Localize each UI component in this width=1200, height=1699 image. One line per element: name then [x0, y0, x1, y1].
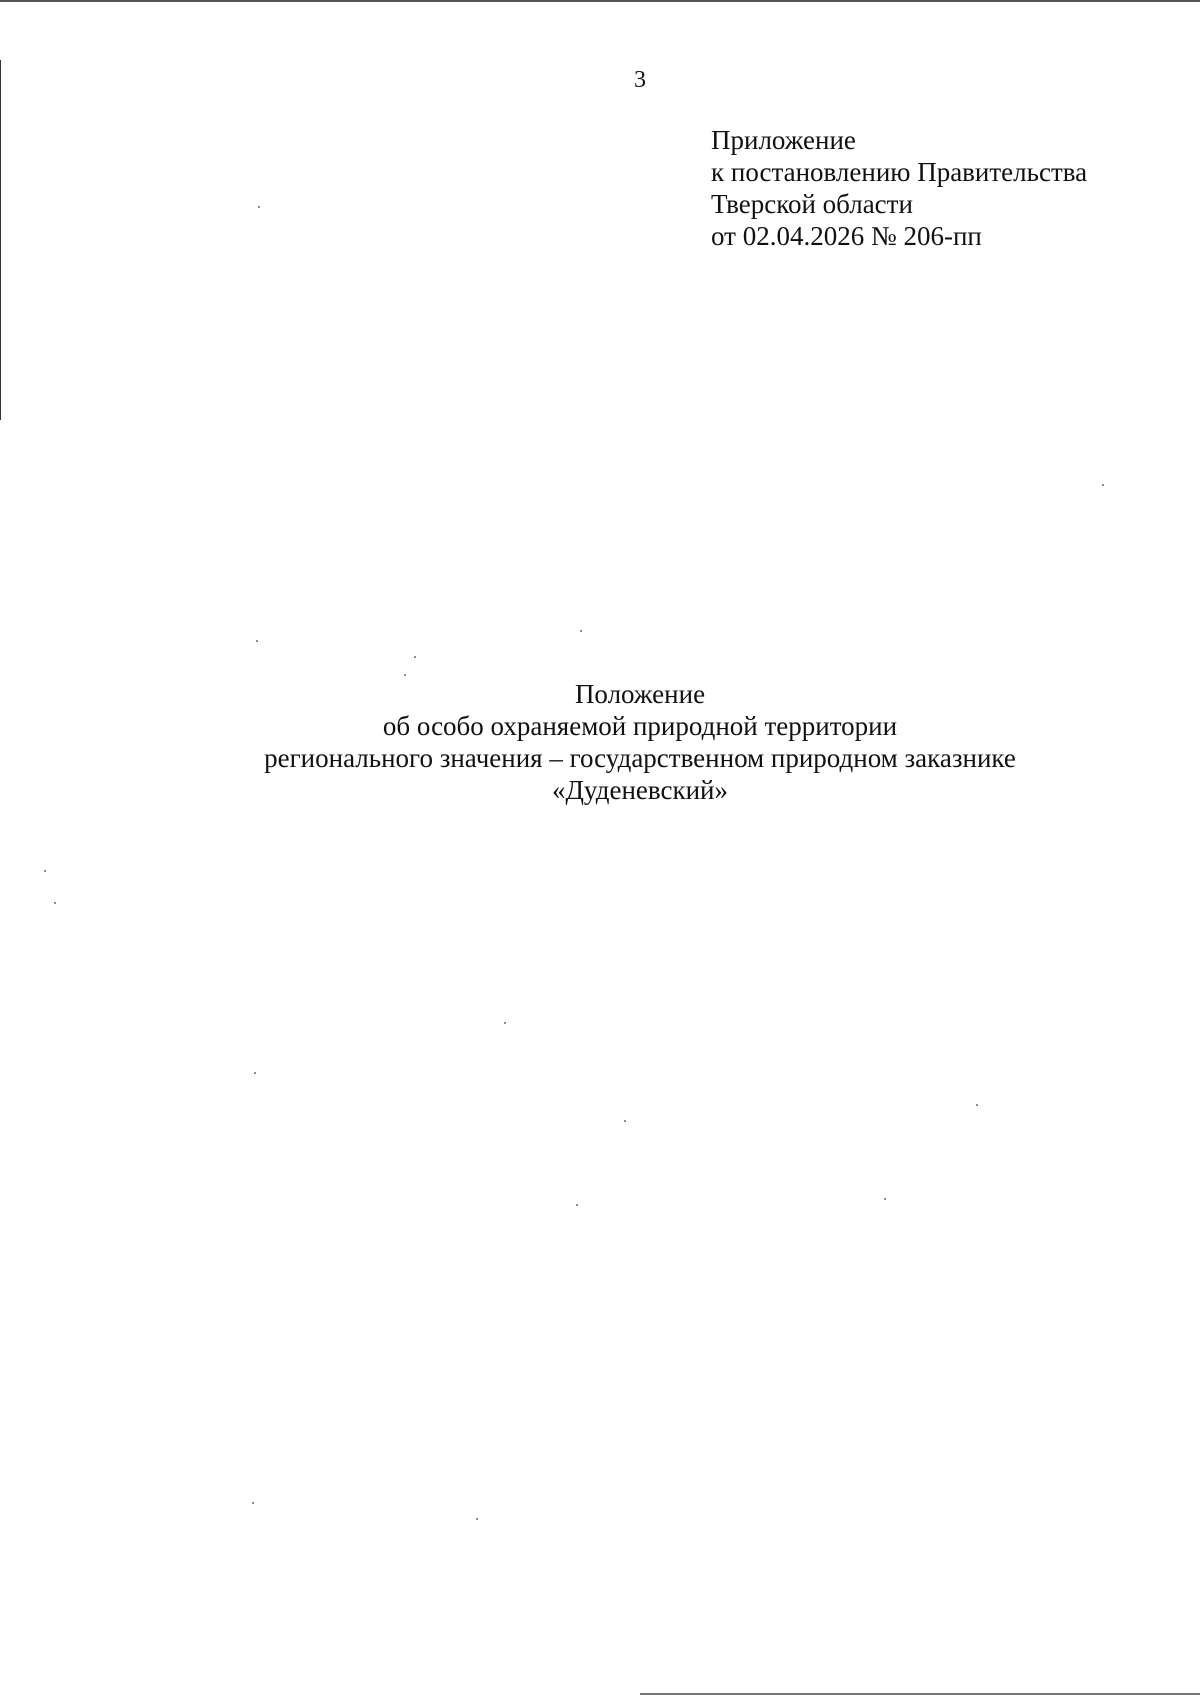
scan-speck: [504, 1022, 506, 1024]
scan-speck: [1102, 484, 1104, 486]
appendix-line: Приложение: [711, 125, 856, 155]
title-line: Положение: [574, 679, 706, 709]
document-title: [100, 678, 1180, 806]
appendix-line: к постановлению Правительства: [711, 157, 1088, 187]
appendix-line: Тверской области: [711, 189, 913, 219]
appendix-header: [711, 124, 1171, 252]
appendix-date-number: от 02.04.2026 № 206-пп: [711, 221, 982, 251]
scan-speck: [624, 1120, 626, 1122]
scan-speck: [252, 1502, 254, 1504]
scan-speck: [404, 674, 406, 676]
scan-speck: [44, 870, 46, 872]
scan-speck: [54, 902, 56, 904]
page-number: 3: [634, 67, 646, 93]
scan-speck: [976, 1104, 978, 1106]
title-line: об особо охраняемой природной территории: [382, 711, 898, 741]
scan-edge-top: [0, 0, 1200, 2]
scan-edge-left: [0, 60, 1, 420]
title-line: регионального значения – государственном природном заказнике: [264, 743, 1016, 773]
scan-speck: [414, 656, 416, 658]
scan-speck: [580, 630, 582, 632]
scan-speck: [884, 1198, 886, 1200]
scan-speck: [256, 640, 258, 642]
scan-speck: [476, 1518, 478, 1520]
scan-speck: [576, 1204, 578, 1206]
title-line: «Дуденевский»: [552, 775, 728, 805]
scan-speck: [254, 1072, 256, 1074]
scan-speck: [258, 206, 260, 208]
scan-edge-bottom: [640, 1693, 1200, 1695]
